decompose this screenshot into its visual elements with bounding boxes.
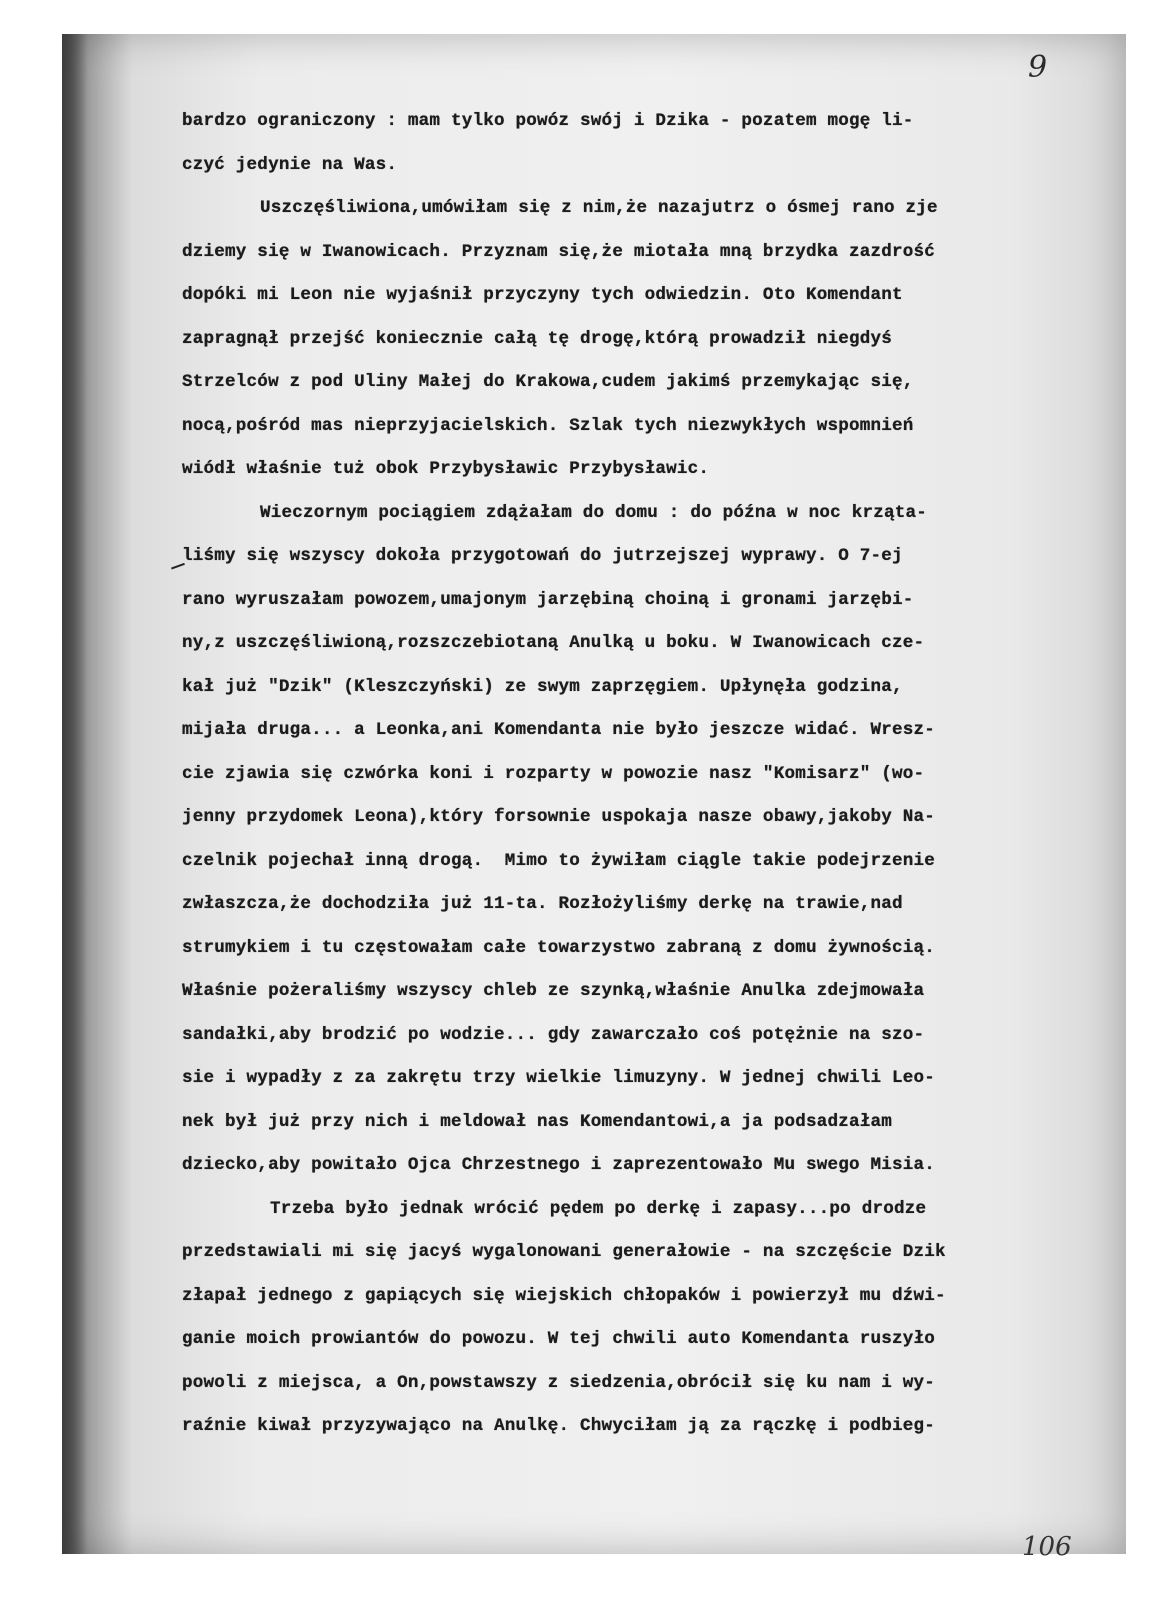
text-line: rano wyruszałam powozem,umajonym jarzębiną choiną i gronami jarzębi- (182, 589, 914, 610)
text-line: cie zjawia się czwórka koni i rozparty w powozie nasz "Komisarz" (wo- (182, 763, 925, 784)
text-line: Wieczornym pociągiem zdążałam do domu : do późna w noc krząta- (260, 502, 927, 523)
text-line: Strzelców z pod Uliny Małej do Krakowa,cudem jakimś przemykając się, (182, 372, 914, 392)
text-line: raźnie kiwał przyzywająco na Anulkę. Chwyciłam ją za rączkę i podbieg- (182, 1416, 936, 1436)
text-line: kał już "Dzik" (Kleszczyński) ze swym zaprzęgiem. Upłynęła godzina, (182, 676, 903, 697)
text-line: Trzeba było jednak wrócić pędem po derkę i zapasy...po drodze (270, 1198, 927, 1219)
text-line: powoli z miejsca, a On,powstawszy z siedzenia,obrócił się ku nam i wy- (182, 1372, 936, 1393)
text-line: bardzo ograniczony : mam tylko powóz swój i Dzika - pozatem mogę li- (182, 111, 914, 131)
text-line: wiódł właśnie tuż obok Przybysławic Przybysławic. (182, 459, 710, 479)
text-line: dziecko,aby powitało Ojca Chrzestnego i zaprezentowało Mu swego Misia. (182, 1155, 936, 1175)
text-line: Uszczęśliwiona,umówiłam się z nim,że nazajutrz o ósmej rano zje (260, 198, 938, 218)
page-number: 9 (1028, 50, 1048, 85)
text-line: złapał jednego z gapiących się wiejskich chłopaków i powierzył mu dźwi- (182, 1285, 946, 1306)
text-line: ganie moich prowiantów do powozu. W tej chwili auto Komendanta ruszyło (182, 1329, 936, 1349)
text-line: strumykiem i tu częstowałam całe towarzystwo zabraną z domu żywnością. (182, 937, 936, 958)
text-line: nocą,pośród mas nieprzyjacielskich. Szlak tych niezwykłych wspomnień (182, 415, 914, 436)
text-line: sie i wypadły z za zakrętu trzy wielkie limuzyny. W jednej chwili Leo- (182, 1068, 936, 1088)
text-line: dopóki mi Leon nie wyjaśnił przyczyny tych odwiedzin. Oto Komendant (182, 285, 903, 305)
text-line: sandałki,aby brodzić po wodzie... gdy zawarczało coś potężnie na szo- (182, 1024, 925, 1045)
text-line: jenny przydomek Leona),który forsownie uspokaja nasze obawy,jakoby Na- (182, 807, 936, 827)
text-line: przedstawiali mi się jacyś wygalonowani generałowie - na szczęście Dzik (182, 1242, 946, 1262)
text-line: mijała druga... a Leonka,ani Komendanta nie było jeszcze widać. Wresz- (182, 720, 936, 740)
text-line: zapragnął przejść koniecznie całą tę drogę,którą prowadził niegdyś (182, 328, 893, 349)
archive-page-number: 106 (1022, 1532, 1072, 1562)
text-line: Właśnie pożeraliśmy wszyscy chleb ze szynką,właśnie Anulka zdejmowała (182, 981, 925, 1001)
typewritten-text (182, 100, 1107, 1449)
text-line: nek był już przy nich i meldował nas Komendantowi,a ja podsadzałam (182, 1111, 893, 1132)
text-line: czelnik pojechał inną drogą. Mimo to żywiłam ciągle takie podejrzenie (182, 850, 936, 871)
text-line: czyć jedynie na Was. (182, 154, 398, 175)
text-line: liśmy się wszyscy dokoła przygotowań do jutrzejszej wyprawy. O 7-ej (182, 546, 903, 566)
text-line: dziemy się w Iwanowicach. Przyznam się,że miotała mną brzydka zazdrość (182, 241, 936, 262)
text-line: zwłaszcza,że dochodziła już 11-ta. Rozłożyliśmy derkę na trawie,nad (182, 894, 903, 914)
text-line: ny,z uszczęśliwioną,rozszczebiotaną Anulką u boku. W Iwanowicach cze- (182, 633, 925, 653)
